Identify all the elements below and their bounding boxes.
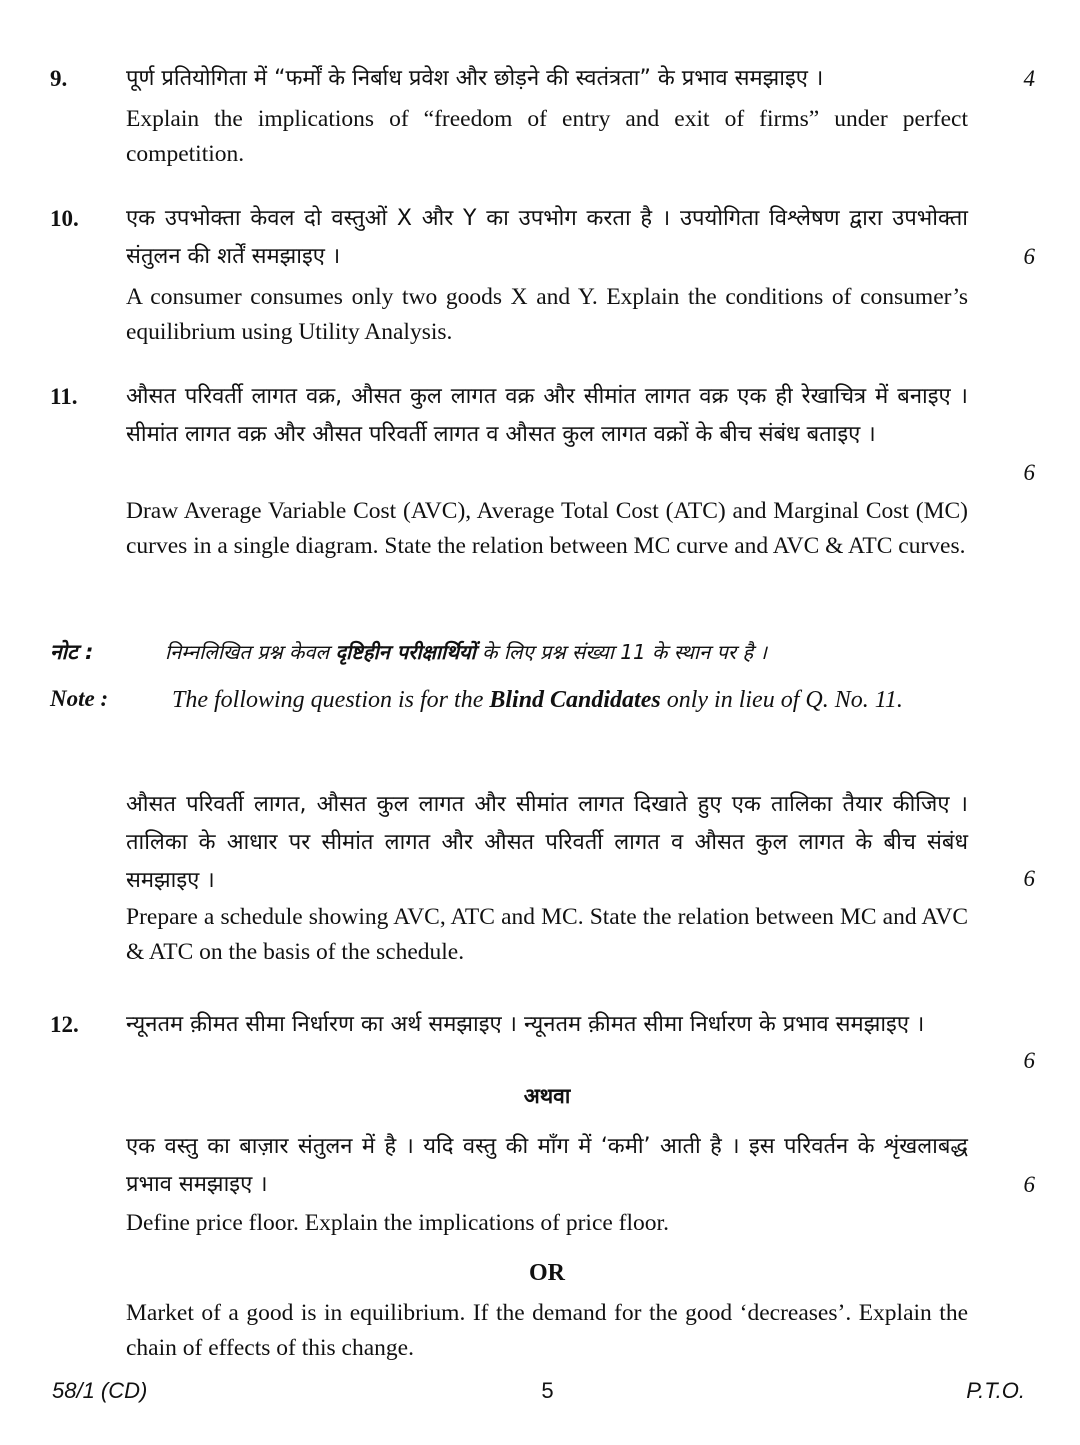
question-12-marks: 6 [1023, 1048, 1035, 1073]
question-10-english: A consumer consumes only two goods X and Y. Explain the conditions of consumer’s equilibrium using Utility Analysis. [126, 284, 968, 345]
question-12-alt-hindi: एक वस्तु का बाज़ार संतुलन में है । यदि वस्तु की माँग में ‘कमी’ आती है । इस परिवर्तन के शृंखलाबद्ध प्रभाव समझाइए । [126, 1134, 968, 1197]
or-divider-hindi: अथवा [523, 1084, 571, 1108]
question-11-hindi: औसत परिवर्ती लागत वक्र, औसत कुल लागत वक्र और सीमांत लागत वक्र एक ही रेखाचित्र में बनाइए । सीमांत लागत वक्र और औसत परिवर्ती लागत व औसत कुल लागत वक्रों के बीच संबंध बताइए । [126, 384, 968, 447]
note-text-english-start: The following question is for the [172, 687, 490, 713]
note-text-hindi-bold: दृष्टिहीन परीक्षार्थियों [335, 640, 476, 664]
question-9-marks: 4 [1023, 66, 1035, 91]
question-12-english: Define price floor. Explain the implications of price floor. [126, 1210, 669, 1236]
question-12-alt-english: Market of a good is in equilibrium. If the demand for the good ‘decreases’. Explain the chain of effects of this change. [126, 1300, 968, 1361]
question-number-12: 12. [50, 1012, 79, 1037]
note-text-english-bold: Blind Candidates [489, 687, 661, 713]
question-12-alt-marks: 6 [1023, 1172, 1035, 1197]
question-10-hindi: एक उपभोक्ता केवल दो वस्तुओं X और Y का उपभोग करता है । उपयोगिता विश्लेषण द्वारा उपभोक्ता संतुलन की शर्तें समझाइए । [126, 206, 968, 269]
page-number: 5 [541, 1378, 554, 1403]
please-turn-over: P.T.O. [966, 1378, 1025, 1403]
question-number-11: 11. [50, 384, 78, 409]
note-text-hindi [165, 634, 980, 670]
question-number-10: 10. [50, 206, 79, 231]
note-text-english-end: only in lieu of Q. No. 11. [660, 687, 903, 713]
or-divider-english: OR [529, 1260, 565, 1286]
note-label-english: Note : [50, 686, 109, 711]
question-11-blind-english: Prepare a schedule showing AVC, ATC and MC. State the relation between MC and AVC & ATC on the basis of the schedule. [126, 904, 968, 965]
note-label-hindi: नोट : [50, 640, 94, 664]
question-11-blind-hindi: औसत परिवर्ती लागत, औसत कुल लागत और सीमांत लागत दिखाते हुए एक तालिका तैयार कीजिए । तालिका के आधार पर सीमांत लागत और औसत परिवर्ती लागत व औसत कुल लागत के बीच संबंध समझाइए । [126, 792, 968, 893]
question-11-blind-marks: 6 [1023, 866, 1035, 891]
question-9-hindi: पूर्ण प्रतियोगिता में “फर्मों के निर्बाध प्रवेश और छोड़ने की स्वतंत्रता” के प्रभाव समझाइए । [126, 66, 824, 91]
paper-code: 58/1 (CD) [52, 1378, 148, 1403]
note-text-english [172, 682, 980, 718]
question-11-marks: 6 [1023, 460, 1035, 485]
question-11-english: Draw Average Variable Cost (AVC), Average Total Cost (ATC) and Marginal Cost (MC) curves in a single diagram. State the relation between MC curve and AVC & ATC curves. [126, 498, 968, 559]
note-text-hindi-end: के लिए प्रश्न संख्या 11 के स्थान पर है । [475, 640, 768, 664]
question-number-9: 9. [50, 66, 68, 91]
question-10-marks: 6 [1023, 244, 1035, 269]
note-text-hindi-start: निम्नलिखित प्रश्न केवल [165, 640, 336, 664]
question-9-english: Explain the implications of “freedom of entry and exit of firms” under perfect competition. [126, 106, 968, 167]
question-12-hindi: न्यूनतम क़ीमत सीमा निर्धारण का अर्थ समझाइए । न्यूनतम क़ीमत सीमा निर्धारण के प्रभाव समझाइए । [126, 1012, 925, 1037]
